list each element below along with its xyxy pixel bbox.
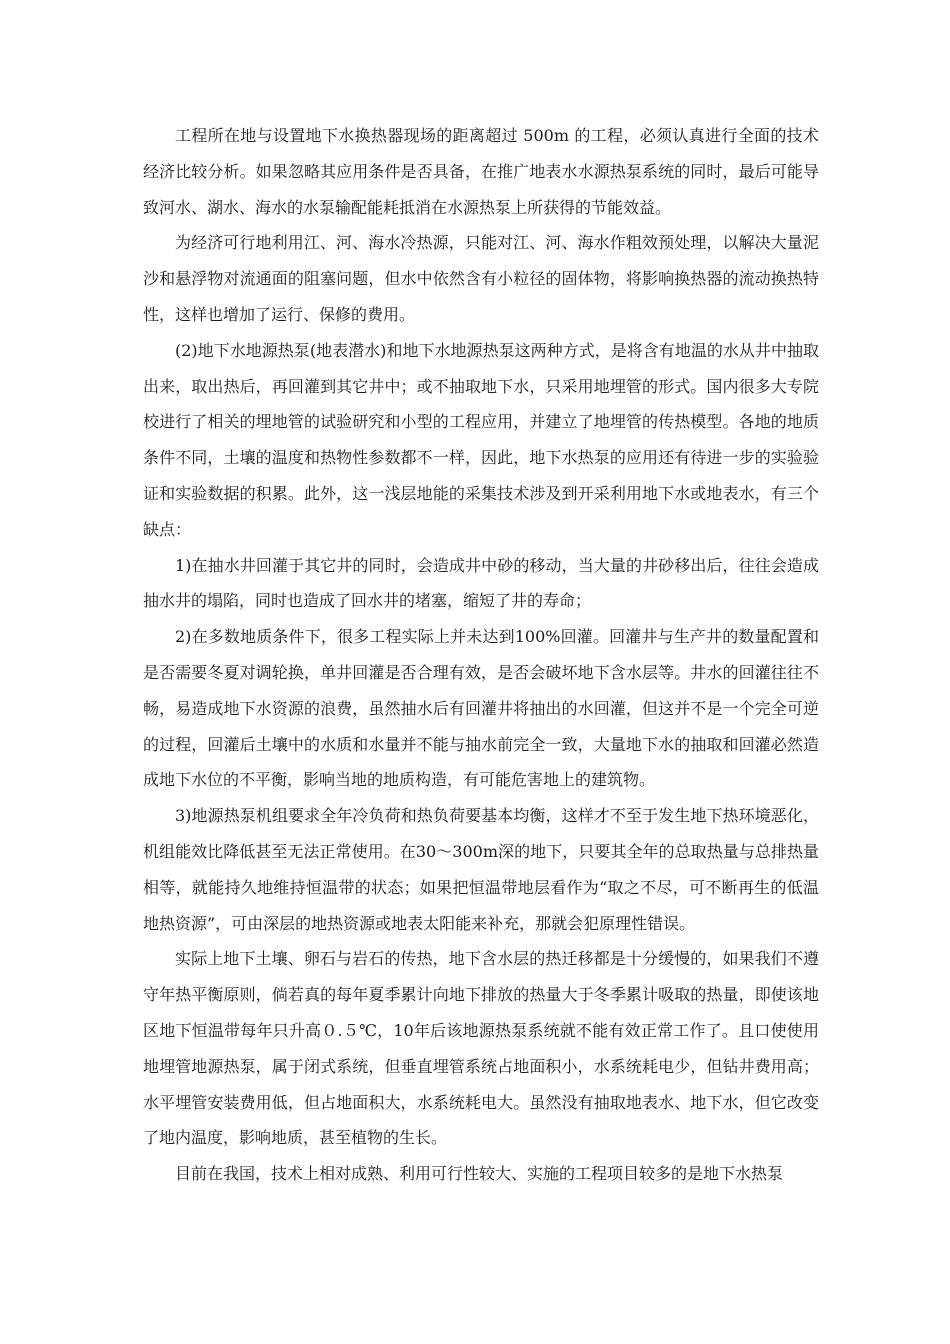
paragraph-current-status: 目前在我国，技术上相对成熟、利用可行性较大、实施的工程项目较多的是地下水热泵 (175, 1164, 784, 1184)
paragraph-pretreatment: 为经济可行地利用江、河、海水冷热源，只能对江、河、海水作粗效预处理，以解决大量泥沙和悬浮物对流通面的阻塞问题，但水中依然含有小粒径的固体物，将影响换热器的流动换热特性，这样也增加了运行、保修的费用。 (143, 233, 819, 324)
paragraph-drawback-1: 1)在抽水井回灌于其它井的同时，会造成井中砂的移动，当大量的井砂移出后，往往会造成抽水井的塌陷，同时也造成了回水井的堵塞，缩短了井的寿命； (143, 555, 819, 611)
paragraph-groundwater-heat-pump: (2)地下水地源热泵(地表潜水)和地下水地源热泵这两种方式，是将含有地温的水从井中抽取出来，取出热后，再回灌到其它井中；或不抽取地下水，只采用地埋管的形式。国内很多大专院校进行了相关的埋地管的试验研究和小型的工程应用，并建立了地埋管的传热模型。各地的地质条件不同，土壤的温度和热物性参数都不一样，因此，地下水热泵的应用还有待进一步的实验验证和实验数据的积累。此外，这一浅层地能的采集技术涉及到开采利用地下水或地表水，有三个缺点： (143, 340, 819, 539)
paragraph-drawback-3: 3)地源热泵机组要求全年冷负荷和热负荷要基本均衡，这样才不至于发生地下热环境恶化，机组能效比降低甚至无法正常使用。在30～300m深的地下，只要其全年的总取热量与总排热量相等，就能持久地维持恒温带的状态；如果把恒温带地层看作为“取之不尽，可不断再生的低温地热资源”，可由深层的地热资源或地表太阳能来补充，那就会犯原理性错误。 (143, 806, 819, 933)
document-body (143, 118, 819, 1192)
paragraph-heat-balance: 实际上地下土壤、卵石与岩石的传热，地下含水层的热迁移都是十分缓慢的，如果我们不遵守年热平衡原则，倘若真的每年夏季累计向地下排放的热量大于冬季累计吸取的热量，即使该地区地下恒温带每年只升高０.５℃，10年后该地源热泵系统就不能有效正常工作了。且口使使用地埋管地源热泵，属于闭式系统，但垂直埋管系统占地面积小，水系统耗电少，但钻井费用高；水平埋管安装费用低，但占地面积大，水系统耗电大。虽然没有抽取地表水、地下水，但它改变了地内温度，影响地质，甚至植物的生长。 (143, 949, 819, 1148)
paragraph-drawback-2: 2)在多数地质条件下，很多工程实际上并未达到100%回灌。回灌井与生产井的数量配置和是否需要冬夏对调轮换，单井回灌是否合理有效，是否会破坏地下含水层等。井水的回灌往往不畅，易造成地下水资源的浪费，虽然抽水后有回灌井将抽出的水回灌，但这并不是一个完全可逆的过程，回灌后土壤中的水质和水量并不能与抽水前完全一致，大量地下水的抽取和回灌必然造成地下水位的不平衡，影响当地的地质构造，有可能危害地上的建筑物。 (143, 627, 819, 790)
paragraph-distance-analysis: 工程所在地与设置地下水换热器现场的距离超过 500m 的工程，必须认真进行全面的技术经济比较分析。如果忽略其应用条件是否具备，在推广地表水水源热泵系统的同时，最后可能导致河水、湖水、海水的水泵输配能耗抵消在水源热泵上所获得的节能效益。 (143, 126, 819, 217)
